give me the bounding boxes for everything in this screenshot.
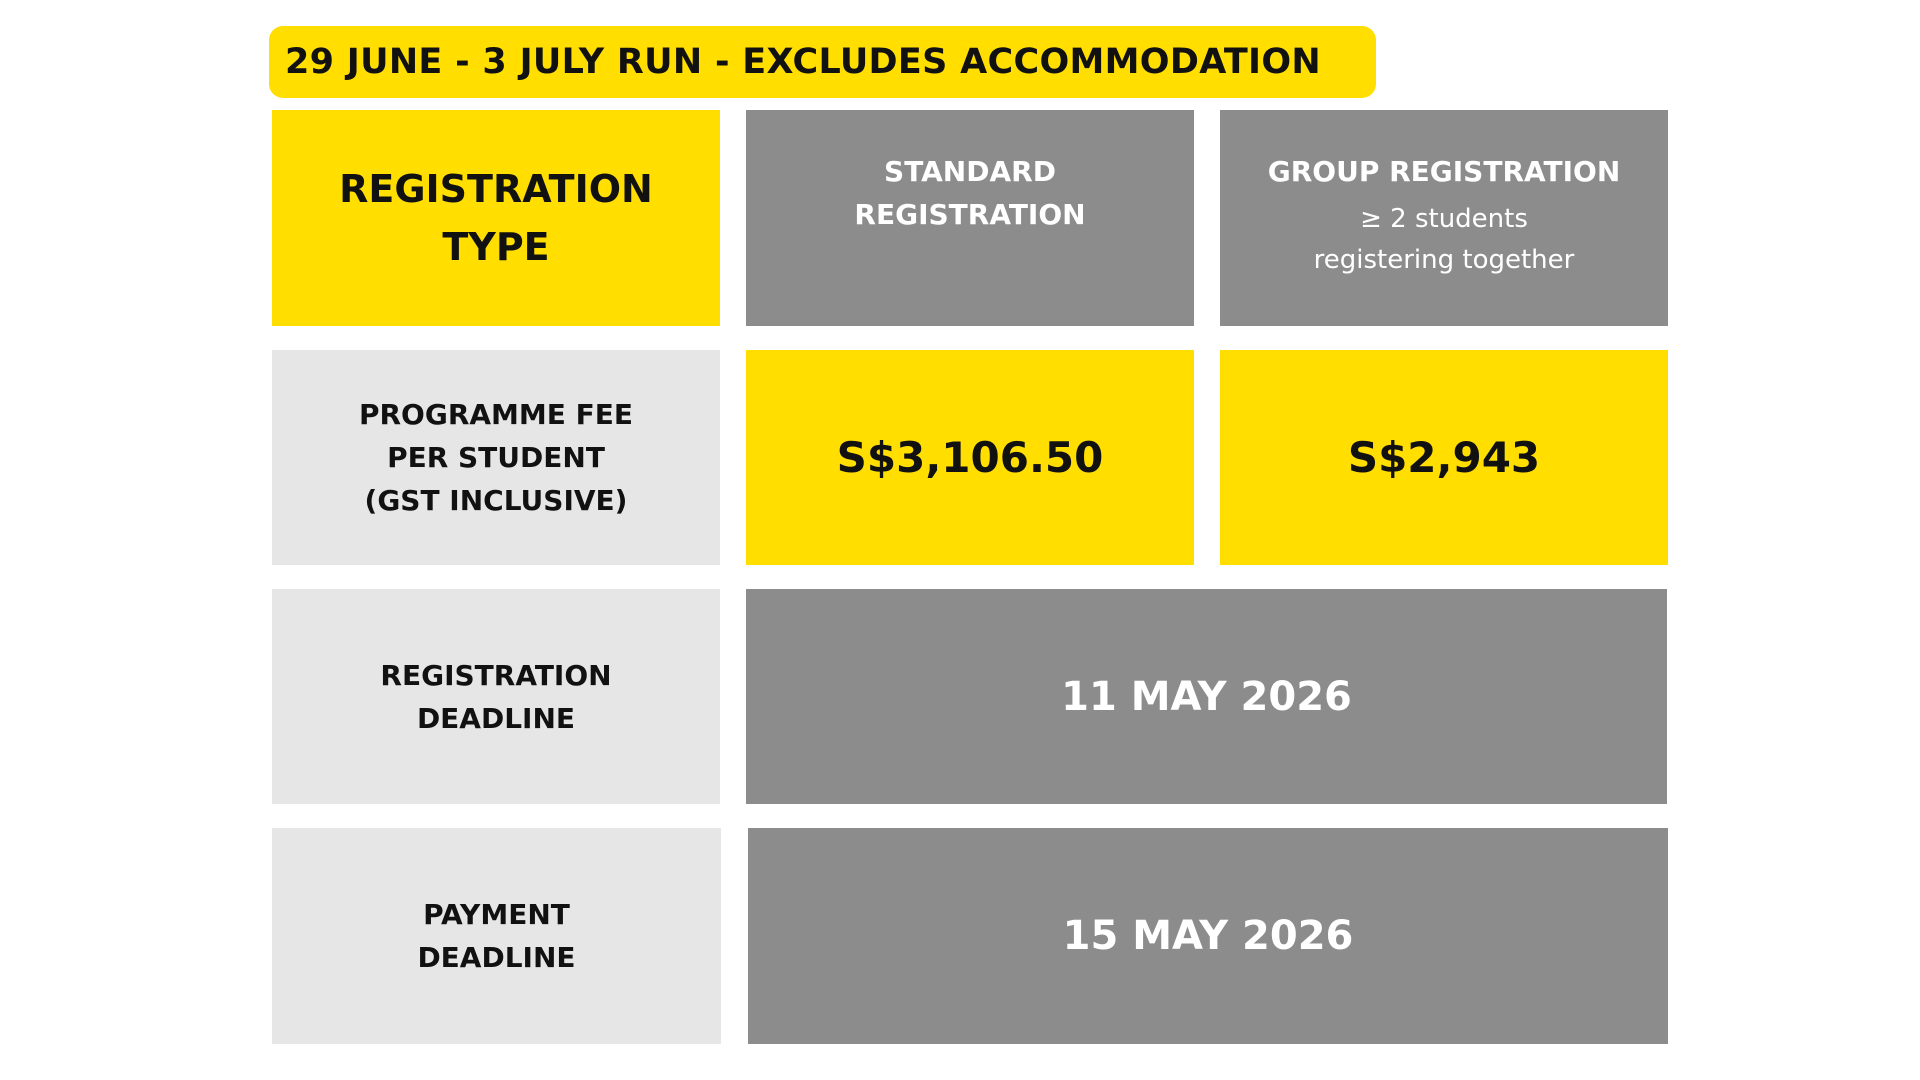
registration-deadline-label-cell xyxy=(272,589,720,804)
fee-label-line-1: PROGRAMME FEE xyxy=(358,398,634,431)
fee-label-line-2: PER STUDENT xyxy=(387,441,605,474)
page-title: 29 JUNE - 3 JULY RUN - EXCLUDES ACCOMMODATION xyxy=(285,42,1322,82)
group-registration-label: GROUP REGISTRATION xyxy=(1267,155,1621,188)
header-standard-registration xyxy=(746,110,1194,326)
standard-registration-label xyxy=(854,150,1085,236)
fee-label-cell xyxy=(272,350,720,565)
group-note-line-2: registering together xyxy=(1313,245,1575,275)
group-price: S$2,943 xyxy=(1347,433,1541,482)
group-note-line-1: ≥ 2 students xyxy=(1360,204,1528,234)
payment-deadline-label xyxy=(417,893,575,979)
payment-deadline-date-cell xyxy=(748,828,1668,1044)
registration-deadline-line-1: REGISTRATION xyxy=(380,658,612,692)
registration-deadline-label xyxy=(380,654,611,740)
payment-deadline-line-1: PAYMENT xyxy=(423,898,570,931)
registration-type-label xyxy=(316,160,676,276)
fee-label xyxy=(359,393,633,522)
registration-deadline-date: 11 MAY 2026 xyxy=(1061,673,1352,720)
payment-deadline-label-cell xyxy=(272,828,721,1044)
payment-deadline-line-2: DEADLINE xyxy=(417,941,576,974)
standard-price: S$3,106.50 xyxy=(836,433,1104,482)
registration-deadline-date-cell xyxy=(746,589,1667,804)
standard-line-2: REGISTRATION xyxy=(854,198,1086,231)
header-group-registration xyxy=(1220,110,1668,326)
standard-fee-cell xyxy=(746,350,1194,565)
header-registration-type xyxy=(272,110,720,326)
fee-label-line-3: (GST INCLUSIVE) xyxy=(364,484,628,517)
group-fee-cell xyxy=(1220,350,1668,565)
registration-type-line-2: TYPE xyxy=(442,225,550,269)
registration-deadline-line-2: DEADLINE xyxy=(416,701,576,735)
registration-type-line-1: REGISTRATION xyxy=(339,167,653,211)
title-banner xyxy=(269,26,1376,98)
group-registration-note xyxy=(1314,199,1575,281)
standard-line-1: STANDARD xyxy=(884,155,1056,188)
payment-deadline-date: 15 MAY 2026 xyxy=(1062,913,1354,959)
